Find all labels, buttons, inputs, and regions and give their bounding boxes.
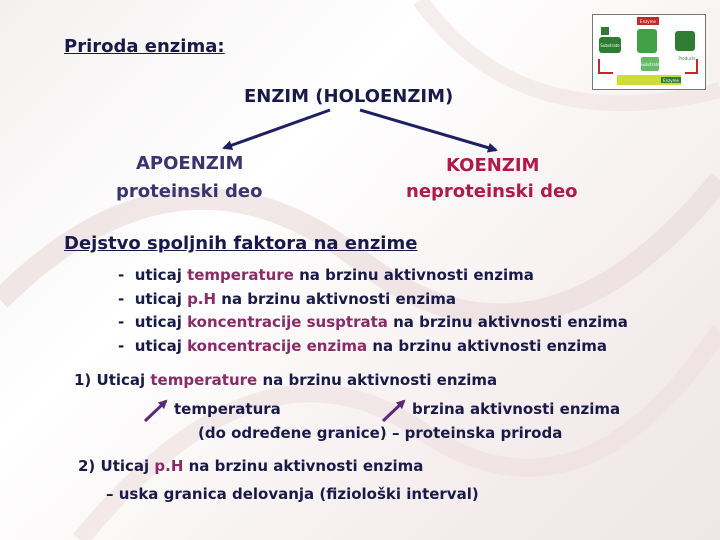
- point1-right-term: brzina aktivnosti enzima: [412, 400, 621, 418]
- apoenzyme-desc: proteinski deo: [116, 181, 263, 202]
- apoenzyme-title: APOENZIM: [136, 153, 244, 174]
- thumb-label: Products: [678, 56, 696, 61]
- coenzyme-desc: neproteinski deo: [406, 181, 578, 202]
- point1-heading: 1) Uticaj temperature na brzinu aktivnosti enzima: [74, 371, 498, 389]
- increase-arrow-icon: [383, 401, 404, 421]
- point2-heading: 2) Uticaj p.H na brzinu aktivnosti enzima: [78, 457, 424, 475]
- thumb-label: Enzyme: [663, 78, 679, 83]
- list-item: - uticaj temperature na brzinu aktivnosti enzima: [118, 266, 534, 284]
- list-item: - uticaj p.H na brzinu aktivnosti enzima: [118, 289, 457, 308]
- arrow-to-apoenzyme: [224, 110, 330, 148]
- thumb-label: Substrate: [600, 43, 620, 48]
- slide-title: Priroda enzima:: [64, 36, 225, 57]
- factors-list: [118, 264, 628, 358]
- increase-arrow-icon: [145, 401, 166, 421]
- thumb-label: Substrate: [640, 62, 660, 67]
- enzyme-diagram-thumbnail: [592, 14, 706, 90]
- point2-note: – uska granica delovanja (fiziološki interval): [106, 485, 479, 503]
- point1-note: (do određene granice) – proteinska priroda: [198, 424, 563, 442]
- arrow-to-coenzyme: [360, 110, 496, 150]
- coenzyme-title: KOENZIM: [446, 155, 540, 176]
- point1-left-term: temperatura: [174, 400, 281, 418]
- enzyme-diagram: [593, 15, 705, 89]
- list-item: - uticaj koncentracije susptrata na brzinu aktivnosti enzima: [118, 313, 628, 331]
- holoenzyme-label: ENZIM (HOLOENZIM): [244, 86, 454, 107]
- list-item: - uticaj koncentracije enzima na brzinu aktivnosti enzima: [118, 336, 608, 355]
- thumb-label: Enzyme: [640, 19, 656, 24]
- factors-heading: Dejstvo spoljnih faktora na enzime: [64, 233, 418, 254]
